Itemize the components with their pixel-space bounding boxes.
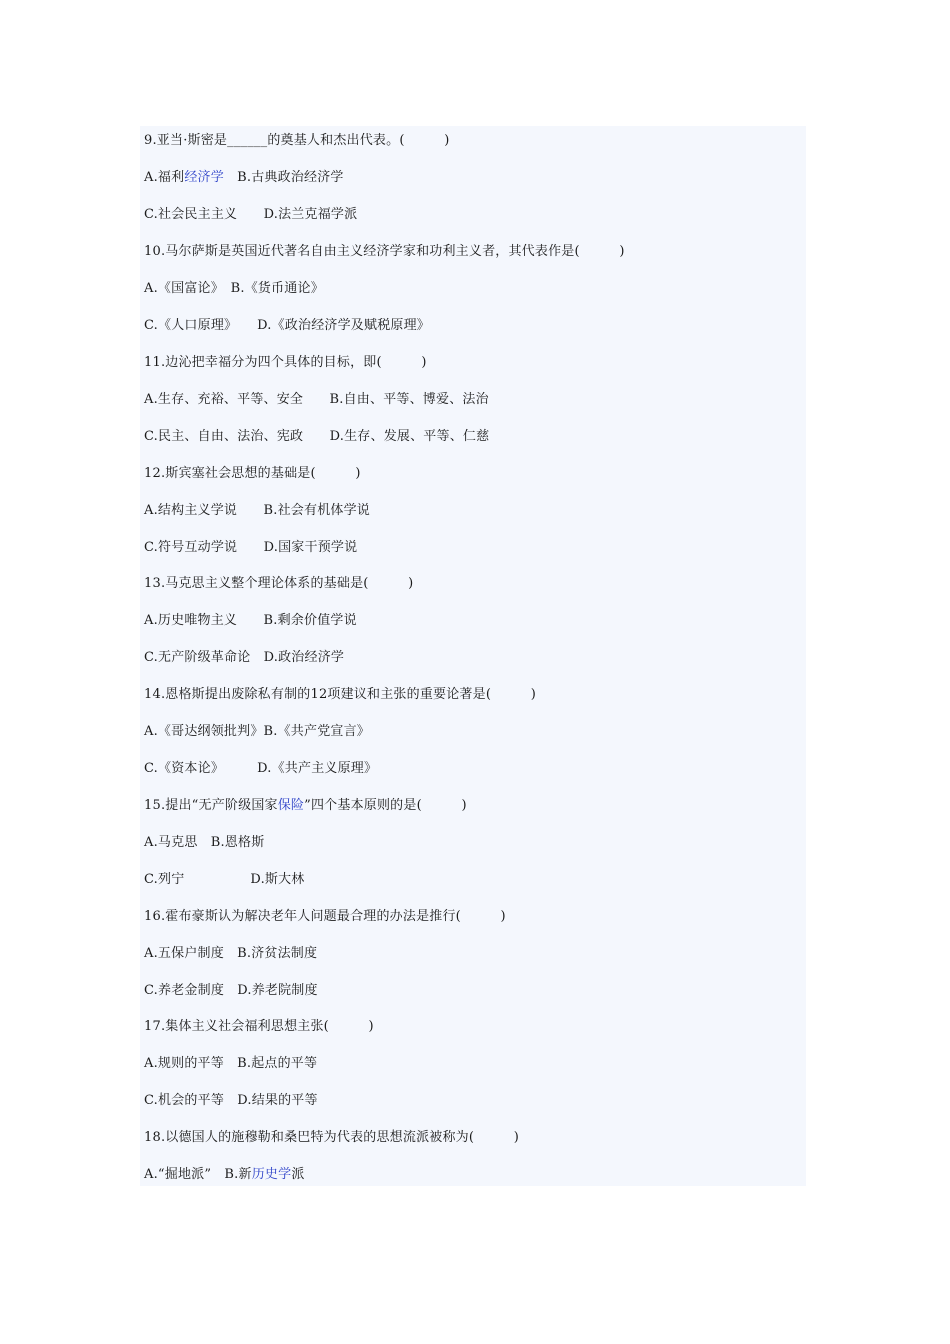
question-14-stem: 14.恩格斯提出废除私有制的12项建议和主张的重要论著是( ) <box>144 687 536 702</box>
question-11-options-ab: A.生存、充裕、平等、安全 B.自由、平等、博爱、法治 <box>144 392 489 407</box>
question-12-options-cd: C.符号互动学说 D.国家干预学说 <box>144 540 358 555</box>
question-18-stem: 18.以德国人的施穆勒和桑巴特为代表的思想流派被称为( ) <box>144 1130 520 1145</box>
question-14-options-cd: C.《资本论》 D.《共产主义原理》 <box>144 761 378 776</box>
question-10-options-ab: A.《国富论》 B.《货币通论》 <box>144 281 324 296</box>
question-12-options-ab: A.结构主义学说 B.社会有机体学说 <box>144 503 371 518</box>
question-16-stem: 16.霍布豪斯认为解决老年人问题最合理的办法是推行( ) <box>144 909 506 924</box>
question-9-options-cd: C.社会民主主义 D.法兰克福学派 <box>144 207 358 222</box>
question-15-options-cd: C.列宁 D.斯大林 <box>144 872 305 887</box>
question-17-stem: 17.集体主义社会福利思想主张( ) <box>144 1019 374 1034</box>
question-17-options-cd: C.机会的平等 D.结果的平等 <box>144 1093 318 1108</box>
stem-text: 15.提出“无产阶级国家 <box>144 798 278 813</box>
option-text: B.古典政治经济学 <box>223 170 344 185</box>
question-16-options-ab: A.五保户制度 B.济贫法制度 <box>144 946 318 961</box>
option-text: 派 <box>291 1167 305 1182</box>
question-9-options-ab <box>144 169 344 187</box>
option-text: A.福利 <box>144 170 185 185</box>
question-15-stem <box>144 797 467 815</box>
question-18-options-ab <box>144 1166 305 1184</box>
question-17-options-ab: A.规则的平等 B.起点的平等 <box>144 1056 318 1071</box>
question-13-stem: 13.马克思主义整个理论体系的基础是( ) <box>144 576 414 591</box>
stem-text: ”四个基本原则的是( ) <box>304 798 467 813</box>
question-9-stem: 9.亚当·斯密是______的奠基人和杰出代表。( ) <box>144 133 450 148</box>
option-text: A.“掘地派” B.新 <box>144 1167 252 1182</box>
question-10-options-cd: C.《人口原理》 D.《政治经济学及赋税原理》 <box>144 318 431 333</box>
question-13-options-ab: A.历史唯物主义 B.剩余价值学说 <box>144 613 357 628</box>
question-16-options-cd: C.养老金制度 D.养老院制度 <box>144 983 318 998</box>
document-panel <box>140 126 806 1186</box>
historical-school-link[interactable]: 历史学 <box>251 1167 292 1182</box>
question-15-options-ab: A.马克思 B.恩格斯 <box>144 835 265 850</box>
question-12-stem: 12.斯宾塞社会思想的基础是( ) <box>144 466 361 481</box>
insurance-link[interactable]: 保险 <box>277 798 305 813</box>
question-11-options-cd: C.民主、自由、法治、宪政 D.生存、发展、平等、仁慈 <box>144 429 490 444</box>
question-11-stem: 11.边沁把幸福分为四个具体的目标，即( ) <box>144 355 427 370</box>
question-13-options-cd: C.无产阶级革命论 D.政治经济学 <box>144 650 345 665</box>
question-10-stem: 10.马尔萨斯是英国近代著名自由主义经济学家和功利主义者，其代表作是( ) <box>144 244 625 259</box>
economics-link[interactable]: 经济学 <box>184 170 224 185</box>
question-14-options-ab: A.《哥达纲领批判》B.《共产党宣言》 <box>144 724 371 739</box>
